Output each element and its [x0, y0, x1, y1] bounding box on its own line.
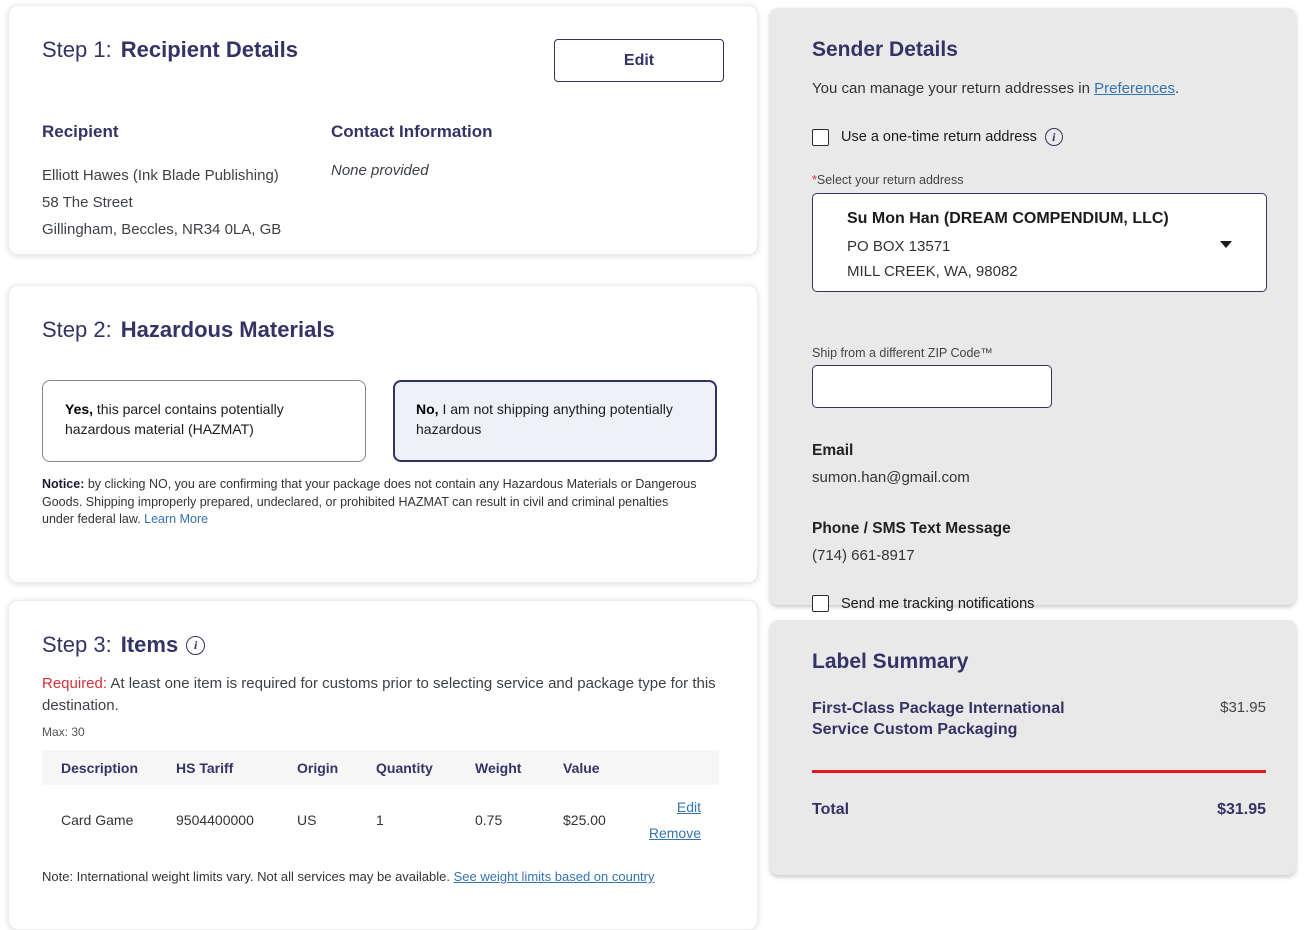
- different-zip-label: Ship from a different ZIP Code™: [812, 346, 993, 360]
- service-name-line2: Service Custom Packaging: [812, 721, 1018, 738]
- chevron-down-icon: [1220, 241, 1232, 248]
- total-value: $31.95: [1217, 801, 1266, 818]
- hazmat-yes-bold: Yes,: [65, 401, 94, 417]
- step2-title: Hazardous Materials: [120, 317, 335, 342]
- service-price: $31.95: [1220, 699, 1266, 716]
- hazmat-yes-option[interactable]: [42, 380, 366, 462]
- service-name-line1: First-Class Package International: [812, 700, 1065, 717]
- hazmat-no-text: I am not shipping anything potentially hazardous: [416, 401, 673, 437]
- step3-title: Items: [120, 632, 179, 657]
- label-summary-panel: [770, 620, 1296, 875]
- email-value: sumon.han@gmail.com: [812, 469, 970, 486]
- step2-heading: [42, 317, 717, 343]
- item-hs-tariff: 9504400000: [176, 812, 254, 828]
- item-actions: [645, 785, 719, 855]
- step2-label: Step 2:: [42, 317, 112, 342]
- return-address-label-text: Select your return address: [816, 173, 964, 187]
- step1-title: Recipient Details: [120, 37, 298, 62]
- recipient-heading: Recipient: [42, 122, 119, 141]
- service-row: [812, 698, 1266, 740]
- tracking-notifications-label: Send me tracking notifications: [841, 595, 1035, 612]
- step2-hazardous-materials-card: [8, 285, 758, 583]
- col-header-description: Description: [42, 750, 176, 785]
- different-zip-input[interactable]: [812, 365, 1052, 408]
- email-heading: Email: [812, 442, 854, 459]
- steps-column: [8, 5, 758, 889]
- step3-label: Step 3:: [42, 632, 112, 657]
- col-header-weight: Weight: [475, 750, 563, 785]
- hazmat-yes-text: this parcel contains potentially hazardous material (HAZMAT): [65, 401, 284, 437]
- manage-addresses-line: [812, 80, 1266, 97]
- step1-header: [42, 37, 717, 82]
- recipient-street: 58 The Street: [42, 194, 133, 211]
- return-address-name: Su Mon Han (DREAM COMPENDIUM, LLC): [847, 210, 1169, 227]
- contact-info-heading: Contact Information: [331, 122, 493, 141]
- col-header-origin: Origin: [297, 750, 376, 785]
- one-time-address-label: Use a one-time return address: [841, 129, 1037, 145]
- items-required-message: [42, 673, 732, 716]
- step3-items-card: [8, 600, 758, 930]
- sender-details-title: Sender Details: [812, 38, 958, 61]
- one-time-address-row: [812, 128, 1266, 146]
- one-time-address-checkbox[interactable]: [812, 129, 829, 146]
- return-address-label: [812, 173, 1266, 187]
- phone-value: (714) 661-8917: [812, 547, 915, 564]
- item-weight: 0.75: [475, 812, 503, 828]
- total-row: [812, 801, 1266, 819]
- edit-recipient-button[interactable]: Edit: [554, 39, 724, 82]
- item-row: [42, 785, 719, 855]
- item-edit-link[interactable]: Edit: [676, 799, 701, 815]
- item-remove-link[interactable]: Remove: [648, 825, 701, 841]
- contact-info-value: None provided: [331, 162, 429, 179]
- item-description: Card Game: [61, 812, 134, 828]
- return-address-select[interactable]: [812, 193, 1267, 292]
- hazmat-no-option[interactable]: [393, 380, 717, 462]
- items-info-icon[interactable]: [186, 636, 205, 655]
- total-label: Total: [812, 801, 850, 818]
- weight-note-text: Note: International weight limits vary. Not all services may be available.: [42, 869, 454, 884]
- recipient-column: [42, 122, 331, 243]
- step1-label: Step 1:: [42, 37, 112, 62]
- step1-heading: [42, 37, 298, 63]
- weight-limits-note: [42, 869, 717, 884]
- phone-heading: Phone / SMS Text Message: [812, 520, 1011, 537]
- one-time-address-info-icon[interactable]: [1045, 128, 1063, 146]
- recipient-name: Elliott Hawes (Ink Blade Publishing): [42, 167, 279, 184]
- item-origin: US: [297, 812, 317, 828]
- hazmat-notice-label: Notice:: [42, 477, 85, 491]
- hazmat-notice: [42, 476, 702, 529]
- return-address-line1: PO BOX 13571: [847, 238, 951, 255]
- hazmat-notice-text: by clicking NO, you are confirming that your package does not contain any Hazardous Materials or Dangerous Goods. Shipping improperly prepared, undeclared, or prohibited HAZMAT can result in civil and criminal penalties under federal law.: [42, 477, 697, 526]
- item-quantity: 1: [376, 812, 384, 828]
- step3-heading: [42, 632, 717, 658]
- required-label: Required:: [42, 675, 108, 692]
- return-address-line2: MILL CREEK, WA, 98082: [847, 263, 1018, 280]
- label-summary-title: Label Summary: [812, 650, 969, 673]
- learn-more-link[interactable]: Learn More: [144, 512, 209, 526]
- sidebar-column: [770, 8, 1296, 889]
- preferences-link[interactable]: Preferences: [1094, 80, 1175, 97]
- tracking-notifications-row: [812, 595, 1266, 612]
- col-header-hs-tariff: HS Tariff: [176, 750, 297, 785]
- items-max-label: Max: 30: [42, 725, 85, 739]
- service-name: [812, 698, 1065, 740]
- tracking-notifications-checkbox[interactable]: [812, 595, 829, 612]
- summary-divider: [812, 770, 1266, 773]
- weight-limits-link[interactable]: See weight limits based on country: [453, 869, 655, 884]
- step1-recipient-details-card: [8, 5, 758, 255]
- manage-suffix: .: [1175, 80, 1180, 97]
- recipient-city-line: Gillingham, Beccles, NR34 0LA, GB: [42, 221, 282, 238]
- sender-details-panel: [770, 8, 1296, 612]
- col-header-quantity: Quantity: [376, 750, 475, 785]
- items-table-header-row: [42, 750, 719, 785]
- items-table: [42, 750, 719, 855]
- recipient-columns: [42, 122, 717, 243]
- required-text: At least one item is required for customs prior to selecting service and package type for this destination.: [42, 675, 716, 714]
- col-header-actions: [645, 750, 719, 785]
- required-asterisk: *: [812, 173, 817, 187]
- hazmat-options: [42, 380, 717, 462]
- col-header-value: Value: [563, 750, 645, 785]
- hazmat-no-bold: No,: [416, 401, 439, 417]
- item-value: $25.00: [563, 812, 606, 828]
- contact-info-column: [331, 122, 493, 243]
- manage-text: You can manage your return addresses in: [812, 80, 1095, 97]
